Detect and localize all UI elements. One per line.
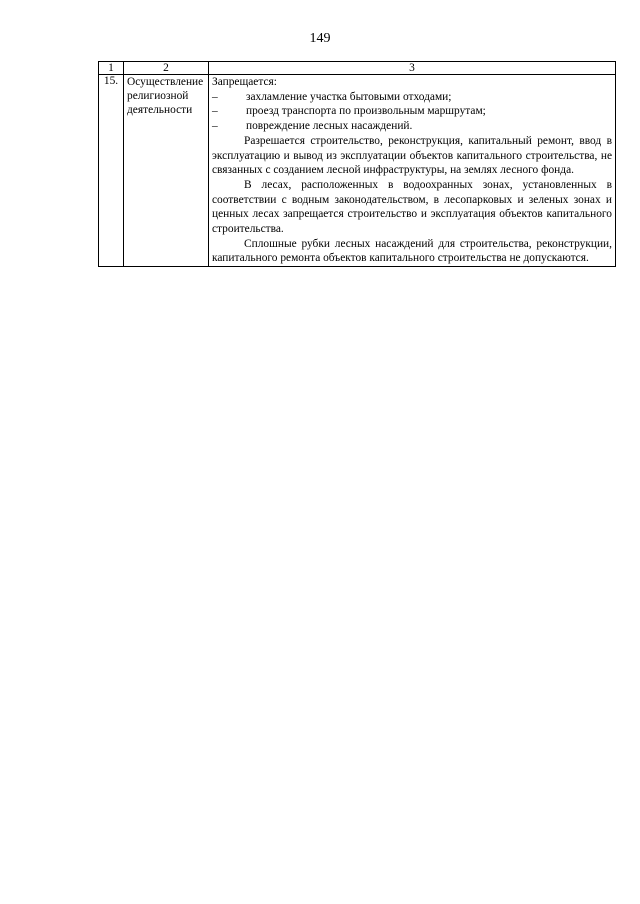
column-header-1: 1 [99, 62, 124, 75]
row-activity-name: Осуществление религиозной деятельности [124, 75, 209, 267]
regulation-paragraph: Разрешается строительство, реконструкция, капитальный ремонт, ввод в эксплуатацию и вывод из эксплуатации объектов капитального строительства, не связанных с созданием лесной инфраструктуры, на землях лесного фонда. [212, 134, 612, 177]
page-number: 149 [309, 31, 331, 46]
table-header-row [99, 62, 616, 75]
table-row [99, 75, 616, 267]
regulation-table [98, 61, 616, 267]
row-regulations [209, 75, 616, 267]
bullet-dash: – [212, 105, 218, 118]
prohibited-item: – захламление участка бытовыми отходами; [212, 90, 452, 103]
prohibited-item: – проезд транспорта по произвольным маршрутам; [212, 105, 486, 118]
prohibited-item: – повреждение лесных насаждений. [212, 120, 413, 133]
column-header-3: 3 [209, 62, 616, 75]
column-header-2: 2 [124, 62, 209, 75]
regulation-paragraph: В лесах, расположенных в водоохранных зонах, установленных в соответствии с водным законодательством, в лесопарковых и зеленых зонах и ценных лесах запрещается строительство и эксплуатация объектов капитального строительства. [212, 178, 612, 236]
regulation-paragraph: Сплошные рубки лесных насаждений для строительства, реконструкции, капитального ремонта объектов капитального строительства не допускаются. [212, 237, 612, 265]
bullet-dash: – [212, 120, 218, 133]
bullet-dash: – [212, 90, 218, 103]
row-number: 15. [99, 75, 124, 267]
prohibited-intro: Запрещается: [212, 76, 277, 88]
